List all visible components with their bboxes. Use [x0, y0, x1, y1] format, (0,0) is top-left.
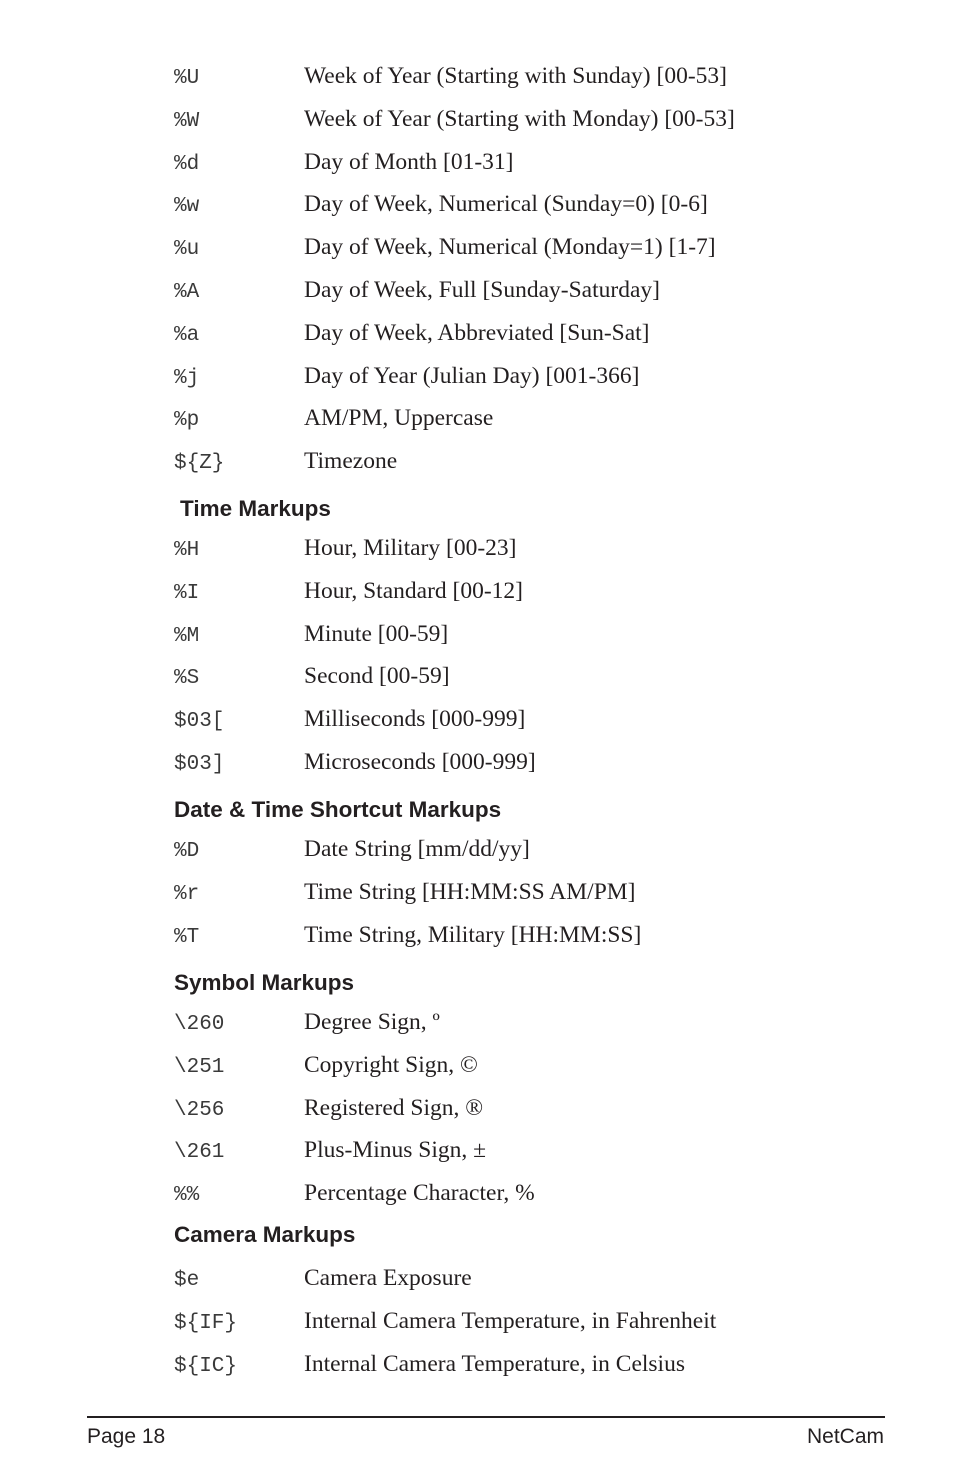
- markup-description: Registered Sign, ®: [304, 1094, 484, 1121]
- markup-row: [174, 1257, 814, 1300]
- markup-code: \261: [174, 1141, 225, 1165]
- markup-description: Hour, Standard [00-12]: [304, 577, 523, 604]
- markup-code: $03[: [174, 710, 225, 734]
- markup-row: [174, 871, 814, 914]
- markup-description: Camera Exposure: [304, 1265, 472, 1291]
- section-heading-symbol: Symbol Markups: [174, 970, 355, 995]
- markup-code: $03]: [174, 752, 225, 776]
- markup-row: [174, 141, 814, 184]
- markup-code: %j: [174, 366, 200, 390]
- markup-row: [174, 98, 814, 141]
- markup-row: [174, 1300, 814, 1343]
- markup-code: %H: [174, 539, 200, 562]
- date-markups-list: [174, 55, 814, 483]
- markup-description: Day of Week, Abbreviated [Sun-Sat]: [304, 319, 650, 346]
- markup-description: Internal Camera Temperature, in Fahrenheit: [304, 1307, 717, 1334]
- camera-markups-list: [174, 1257, 814, 1385]
- markup-row: [174, 55, 814, 98]
- markup-code: %%: [174, 1184, 200, 1208]
- markup-row: [174, 312, 814, 355]
- markup-description: Day of Week, Numerical (Sunday=0) [0-6]: [304, 191, 708, 218]
- markup-row: [174, 741, 814, 784]
- markup-code: %a: [174, 323, 200, 347]
- markup-description: Microseconds [000-999]: [304, 748, 536, 775]
- section-heading-time: Time Markups: [180, 496, 331, 521]
- markup-code: ${Z}: [174, 452, 225, 476]
- markup-row: [174, 440, 814, 483]
- markup-row: [174, 527, 814, 570]
- markup-code: %D: [174, 840, 200, 863]
- markup-description: Hour, Military [00-23]: [304, 535, 517, 561]
- symbol-markups-list: [174, 1001, 814, 1215]
- markup-description: Week of Year (Starting with Monday) [00-53]: [304, 105, 735, 132]
- markup-code: %u: [174, 238, 200, 262]
- markup-description: Second [00-59]: [304, 663, 450, 690]
- markup-row: [174, 570, 814, 613]
- markup-description: Plus-Minus Sign, ±: [304, 1137, 487, 1164]
- product-name: NetCam: [806, 1425, 884, 1448]
- markup-row: [174, 1044, 814, 1087]
- markup-description: AM/PM, Uppercase: [304, 405, 494, 432]
- markup-description: Timezone: [304, 448, 398, 475]
- markup-code: %p: [174, 409, 200, 433]
- time-markups-list: [174, 527, 814, 784]
- markup-row: [174, 1343, 814, 1386]
- markup-description: Date String [mm/dd/yy]: [304, 836, 530, 862]
- markup-description: Week of Year (Starting with Sunday) [00-53]: [304, 63, 727, 89]
- markup-code: %U: [174, 67, 200, 90]
- markup-code: %d: [174, 152, 200, 176]
- markup-row: [174, 183, 814, 226]
- markup-description: Degree Sign, º: [304, 1009, 440, 1035]
- section-heading-camera: Camera Markups: [174, 1222, 356, 1247]
- markup-row: [174, 698, 814, 741]
- page-number: Page 18: [87, 1425, 166, 1448]
- markup-code: %I: [174, 581, 200, 605]
- markup-code: ${IF}: [174, 1311, 238, 1335]
- shortcut-markups-list: [174, 828, 814, 956]
- markup-description: Day of Week, Full [Sunday-Saturday]: [304, 276, 660, 303]
- markup-code: %r: [174, 882, 200, 906]
- markup-code: %M: [174, 624, 200, 648]
- markup-description: Copyright Sign, ©: [304, 1051, 478, 1078]
- markup-row: [174, 397, 814, 440]
- markup-row: [174, 1087, 814, 1130]
- markup-code: $e: [174, 1269, 200, 1292]
- markup-description: Internal Camera Temperature, in Celsius: [304, 1350, 685, 1377]
- markup-row: [174, 1172, 814, 1215]
- markup-row: [174, 828, 814, 871]
- markup-code: \256: [174, 1098, 225, 1122]
- markup-code: %A: [174, 280, 200, 304]
- footer-divider: [87, 1416, 885, 1418]
- markup-row: [174, 655, 814, 698]
- markup-row: [174, 355, 814, 398]
- markup-description: Minute [00-59]: [304, 620, 449, 647]
- markup-description: Milliseconds [000-999]: [304, 706, 526, 733]
- markup-row: [174, 1001, 814, 1044]
- markup-code: ${IC}: [174, 1354, 238, 1378]
- markup-description: Day of Year (Julian Day) [001-366]: [304, 362, 640, 389]
- markup-code: \260: [174, 1013, 225, 1036]
- markup-description: Day of Week, Numerical (Monday=1) [1-7]: [304, 234, 716, 261]
- markup-code: %w: [174, 195, 200, 219]
- markup-description: Day of Month [01-31]: [304, 148, 514, 175]
- markup-code: \251: [174, 1055, 225, 1079]
- markup-row: [174, 914, 814, 957]
- markup-description: Percentage Character, %: [304, 1180, 535, 1207]
- markup-row: [174, 226, 814, 269]
- markup-code: %T: [174, 925, 200, 949]
- markup-code: %W: [174, 109, 200, 133]
- markup-description: Time String [HH:MM:SS AM/PM]: [304, 878, 636, 905]
- markup-row: [174, 269, 814, 312]
- section-heading-shortcut: Date & Time Shortcut Markups: [174, 797, 502, 822]
- markup-description: Time String, Military [HH:MM:SS]: [304, 921, 642, 948]
- markup-row: [174, 613, 814, 656]
- markup-row: [174, 1129, 814, 1172]
- markup-code: %S: [174, 667, 200, 691]
